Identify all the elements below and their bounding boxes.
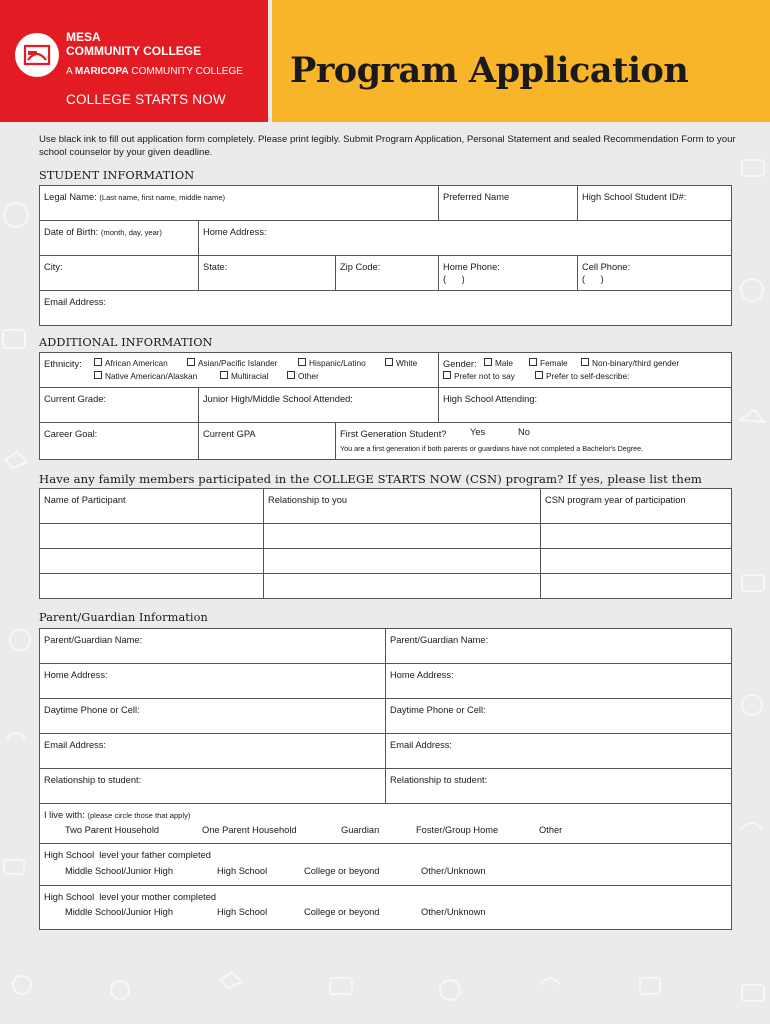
- home-phone-field[interactable]: Home Phone: ( ): [438, 255, 578, 291]
- program-tagline: COLLEGE STARTS NOW: [66, 92, 226, 107]
- junior-high-field[interactable]: Junior High/Middle School Attended:: [198, 387, 439, 423]
- table-cell[interactable]: [540, 548, 732, 574]
- gender-option-female[interactable]: Female: [529, 358, 568, 368]
- student-id-field[interactable]: High School Student ID#:: [577, 185, 732, 221]
- mother-option-high-school[interactable]: High School: [217, 907, 268, 917]
- first-gen-label: First Generation Student?: [340, 429, 447, 439]
- guardian-heading: Parent/Guardian Information: [39, 611, 208, 624]
- father-education-field: [39, 843, 732, 886]
- table-cell[interactable]: [540, 523, 732, 549]
- ethnicity-option-other[interactable]: Other: [287, 371, 319, 381]
- household-option-other[interactable]: Other: [539, 825, 563, 835]
- city-field[interactable]: City:: [39, 255, 199, 291]
- guardian2-name-field[interactable]: Parent/Guardian Name:: [385, 628, 732, 664]
- guardian2-address-field[interactable]: Home Address:: [385, 663, 732, 699]
- college-affiliation: A MARICOPA COMMUNITY COLLEGE: [66, 66, 243, 77]
- live-with-hint: (please circle those that apply): [87, 811, 191, 820]
- household-option-two-parent[interactable]: Two Parent Household: [65, 825, 160, 835]
- father-option-high-school[interactable]: High School: [217, 866, 268, 876]
- college-logo-icon: [15, 33, 59, 77]
- table-header-relationship: Relationship to you: [263, 488, 541, 524]
- father-option-college[interactable]: College or beyond: [304, 866, 380, 876]
- gender-option-male[interactable]: Male: [484, 358, 513, 368]
- table-cell[interactable]: [263, 573, 541, 599]
- father-option-middle-school[interactable]: Middle School/Junior High: [65, 866, 174, 876]
- guardian2-email-field[interactable]: Email Address:: [385, 733, 732, 769]
- ethnicity-option-white[interactable]: White: [385, 358, 417, 368]
- high-school-field[interactable]: High School Attending:: [438, 387, 732, 423]
- father-option-other[interactable]: Other/Unknown: [421, 866, 486, 876]
- page-title: Program Application: [290, 50, 689, 91]
- mother-option-other[interactable]: Other/Unknown: [421, 907, 486, 917]
- table-cell[interactable]: [39, 548, 264, 574]
- guardian1-address-field[interactable]: Home Address:: [39, 663, 386, 699]
- first-gen-yes-option[interactable]: Yes: [470, 427, 486, 437]
- ethnicity-option-asian-pacific[interactable]: Asian/Pacific Islander: [187, 358, 277, 368]
- guardian1-email-field[interactable]: Email Address:: [39, 733, 386, 769]
- header-title-panel: [272, 0, 770, 122]
- table-cell[interactable]: [263, 523, 541, 549]
- ethnicity-option-multiracial[interactable]: Multiracial: [220, 371, 268, 381]
- mother-option-college[interactable]: College or beyond: [304, 907, 380, 917]
- table-header-csn-year: CSN program year of participation: [540, 488, 732, 524]
- legal-name-field[interactable]: Legal Name: (Last name, first name, middle name): [39, 185, 439, 221]
- family-csn-question: Have any family members participated in the COLLEGE STARTS NOW (CSN) program? If yes, please list them: [39, 472, 703, 486]
- header-brand-panel: [0, 0, 268, 122]
- gender-label: Gender:: [443, 359, 477, 369]
- mother-education-label: High School level your mother completed: [44, 892, 217, 902]
- guardian1-phone-field[interactable]: Daytime Phone or Cell:: [39, 698, 386, 734]
- table-cell[interactable]: [540, 573, 732, 599]
- ethnicity-option-african-american[interactable]: African American: [94, 358, 168, 368]
- career-goal-field[interactable]: Career Goal:: [39, 422, 199, 460]
- guardian1-name-field[interactable]: Parent/Guardian Name:: [39, 628, 386, 664]
- household-option-guardian[interactable]: Guardian: [341, 825, 380, 835]
- preferred-name-field[interactable]: Preferred Name: [438, 185, 578, 221]
- household-option-foster[interactable]: Foster/Group Home: [416, 825, 499, 835]
- dob-field[interactable]: Date of Birth: (month, day, year): [39, 220, 199, 256]
- ethnicity-option-native-american[interactable]: Native American/Alaskan: [94, 371, 197, 381]
- father-education-label: High School level your father completed: [44, 850, 211, 860]
- student-info-heading: STUDENT INFORMATION: [39, 169, 195, 182]
- additional-info-heading: ADDITIONAL INFORMATION: [39, 336, 213, 349]
- table-cell[interactable]: [39, 573, 264, 599]
- state-field[interactable]: State:: [198, 255, 336, 291]
- guardian2-relationship-field[interactable]: Relationship to student:: [385, 768, 732, 804]
- live-with-label: I live with:: [44, 810, 85, 820]
- student-email-field[interactable]: Email Address:: [39, 290, 732, 326]
- home-address-field[interactable]: Home Address:: [198, 220, 732, 256]
- guardian2-phone-field[interactable]: Daytime Phone or Cell:: [385, 698, 732, 734]
- ethnicity-option-hispanic[interactable]: Hispanic/Latino: [298, 358, 366, 368]
- cell-phone-field[interactable]: Cell Phone: ( ): [577, 255, 732, 291]
- mother-option-middle-school[interactable]: Middle School/Junior High: [65, 907, 174, 917]
- zip-field[interactable]: Zip Code:: [335, 255, 439, 291]
- ethnicity-label: Ethnicity:: [44, 359, 82, 369]
- first-gen-note: You are a first generation if both parents or guardians have not completed a Bachelor's Degree.: [340, 444, 644, 453]
- living-situation-field: [39, 803, 732, 844]
- gender-option-prefer-not[interactable]: Prefer not to say: [443, 371, 515, 381]
- college-name-line2: COMMUNITY COLLEGE: [66, 44, 202, 58]
- form-instructions: Use black ink to fill out application form completely. Please print legibly. Submit Program Application, Personal Statement and sealed Recommendation Form to your school counselor by your given deadline.: [39, 134, 736, 158]
- household-option-one-parent[interactable]: One Parent Household: [202, 825, 297, 835]
- first-gen-no-option[interactable]: No: [518, 427, 530, 437]
- guardian1-relationship-field[interactable]: Relationship to student:: [39, 768, 386, 804]
- current-grade-field[interactable]: Current Grade:: [39, 387, 199, 423]
- table-cell[interactable]: [39, 523, 264, 549]
- college-name-line1: MESA: [66, 30, 101, 44]
- table-header-participant: Name of Participant: [39, 488, 264, 524]
- first-gen-field: [335, 422, 732, 460]
- gpa-field[interactable]: Current GPA: [198, 422, 336, 460]
- table-cell[interactable]: [263, 548, 541, 574]
- gender-option-nonbinary[interactable]: Non-binary/third gender: [581, 358, 679, 368]
- gender-option-self-describe[interactable]: Prefer to self-describe:: [535, 371, 629, 381]
